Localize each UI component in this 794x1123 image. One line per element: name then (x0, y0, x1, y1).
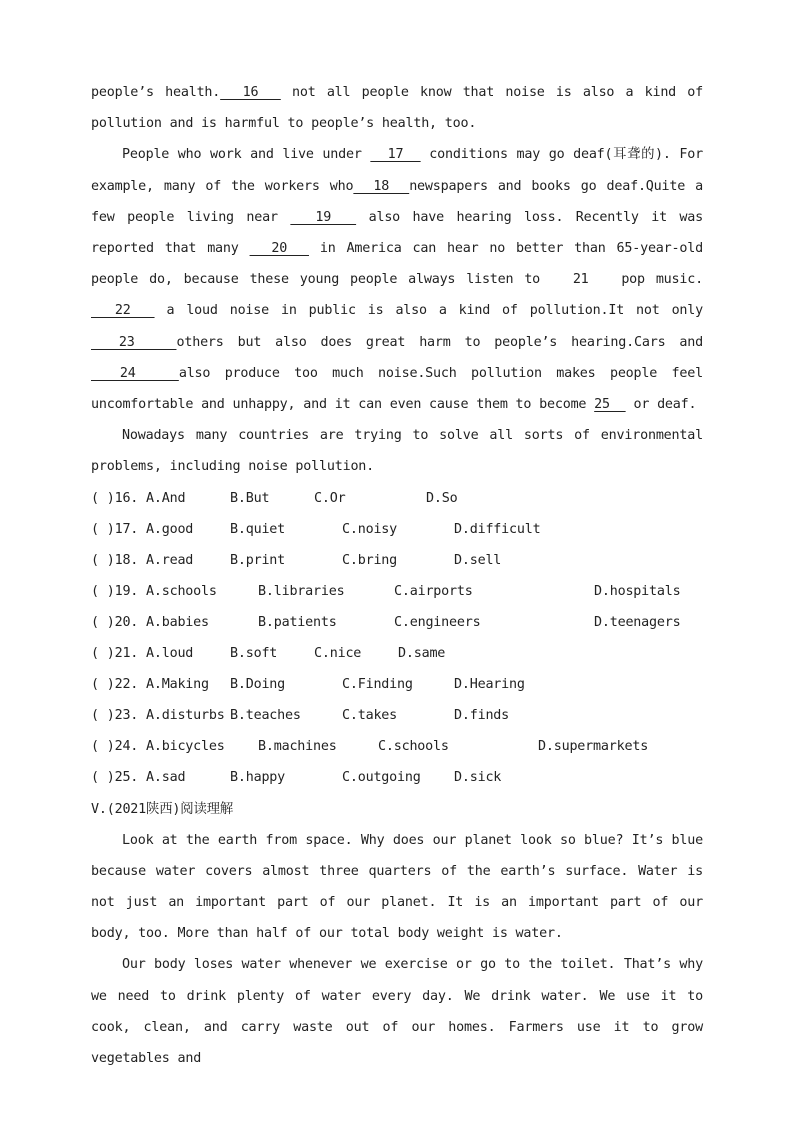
passage-paragraph-3: Nowadays many countries are trying to solve all sorts of environmental problems, including noise pollution. (91, 428, 703, 475)
option-d: D.difficult (454, 521, 541, 537)
option-c: C.schools (378, 739, 449, 755)
option-c: C.Or (314, 490, 346, 506)
blank-25: 25 (594, 397, 626, 413)
option-row (91, 731, 703, 762)
blank-22: 22 (91, 303, 155, 319)
option-c: C.outgoing (342, 770, 421, 786)
blank-24: 24 (91, 365, 179, 381)
option-c: C.nice (314, 646, 362, 662)
option-b: B.teaches (230, 708, 301, 724)
option-d: D.sell (454, 552, 502, 568)
blank-17: 17 (370, 147, 421, 163)
blank-18: 18 (353, 178, 410, 194)
option-d: D.supermarkets (538, 739, 649, 755)
question-number: ( )16. (91, 490, 139, 506)
option-a: A.good (146, 521, 194, 537)
option-row (91, 762, 703, 793)
option-row (91, 607, 703, 638)
question-number: ( )23. (91, 708, 139, 724)
option-a: A.read (146, 552, 194, 568)
option-b: B.happy (230, 770, 286, 786)
option-a: A.loud (146, 646, 194, 662)
passage-paragraph-1: people’s health. 16 not all people know that noise is also a kind of pollution and is harmful to people’s health, too. (91, 85, 703, 132)
option-d: D.hospitals (594, 583, 681, 599)
option-row (91, 483, 703, 514)
option-b: B.print (230, 552, 286, 568)
option-c: C.engineers (394, 615, 481, 631)
option-a: A.disturbs (146, 708, 225, 724)
option-row (91, 638, 703, 669)
reading-paragraph-1: Look at the earth from space. Why does our planet look so blue? It’s blue because water covers almost three quarters of the earth’s surface. Water is not just an important part of our planet. It is an important part of our body, too. More than half of our total body weight is water. (91, 832, 703, 942)
option-b: B.libraries (258, 583, 345, 599)
option-a: A.babies (146, 615, 209, 631)
section-heading: V.(2021陕西)阅读理解 (91, 801, 234, 817)
option-c: C.takes (342, 708, 398, 724)
option-b: B.Doing (230, 677, 286, 693)
option-b: B.machines (258, 739, 337, 755)
blank-23: 23 (91, 334, 177, 350)
blank-20: 20 (249, 241, 309, 257)
question-number: ( )21. (91, 646, 139, 662)
option-d: D.same (398, 646, 446, 662)
option-c: C.Finding (342, 677, 413, 693)
question-number: ( )18. (91, 552, 139, 568)
blank-16: 16 (220, 85, 281, 100)
option-a: A.And (146, 490, 186, 506)
option-d: D.sick (454, 770, 502, 786)
blank-21: 21 (550, 272, 611, 288)
option-a: A.sad (146, 770, 186, 786)
option-c: C.noisy (342, 521, 398, 537)
option-a: A.Making (146, 677, 209, 693)
option-row (91, 514, 703, 545)
document-page (91, 77, 703, 1074)
option-d: D.teenagers (594, 615, 681, 631)
option-b: B.quiet (230, 521, 286, 537)
option-a: A.bicycles (146, 739, 225, 755)
question-number: ( )25. (91, 770, 139, 786)
blank-19: 19 (290, 209, 357, 225)
question-number: ( )24. (91, 739, 139, 755)
question-number: ( )20. (91, 615, 139, 631)
option-b: B.patients (258, 615, 337, 631)
option-c: C.bring (342, 552, 398, 568)
option-row (91, 576, 703, 607)
option-d: D.Hearing (454, 677, 525, 693)
reading-paragraph-2: Our body loses water whenever we exercise or go to the toilet. That’s why we need to drink plenty of water every day. We drink water. We use it to cook, clean, and carry waste out of our homes. Farmers use it to grow vegetables and (91, 957, 703, 1067)
passage-paragraph-2: People who work and live under 17 conditions may go deaf(耳聋的). For example, many of the workers who 18 newspapers and books go deaf.Quite a few people living near 19 also have hearing loss. Recently it was reported that many 20 in America can hear no better than 65-year-old people do, because these young people always listen to 21 pop music. 22 a loud noise in public is also a kind of pollution.It not only 23 others but also does great harm to people’s hearing.Cars and 24 also produce too much noise.Such pollution makes people feel uncomfortable and unhappy, and it can even cause them to become 25 or deaf. (91, 147, 704, 413)
option-row (91, 669, 703, 700)
option-a: A.schools (146, 583, 217, 599)
option-d: D.So (426, 490, 458, 506)
option-d: D.finds (454, 708, 510, 724)
option-row (91, 700, 703, 731)
option-row (91, 545, 703, 576)
question-number: ( )22. (91, 677, 139, 693)
option-b: B.soft (230, 646, 278, 662)
option-b: B.But (230, 490, 270, 506)
question-number: ( )17. (91, 521, 139, 537)
options-list (91, 483, 703, 794)
option-c: C.airports (394, 583, 473, 599)
question-number: ( )19. (91, 583, 139, 599)
